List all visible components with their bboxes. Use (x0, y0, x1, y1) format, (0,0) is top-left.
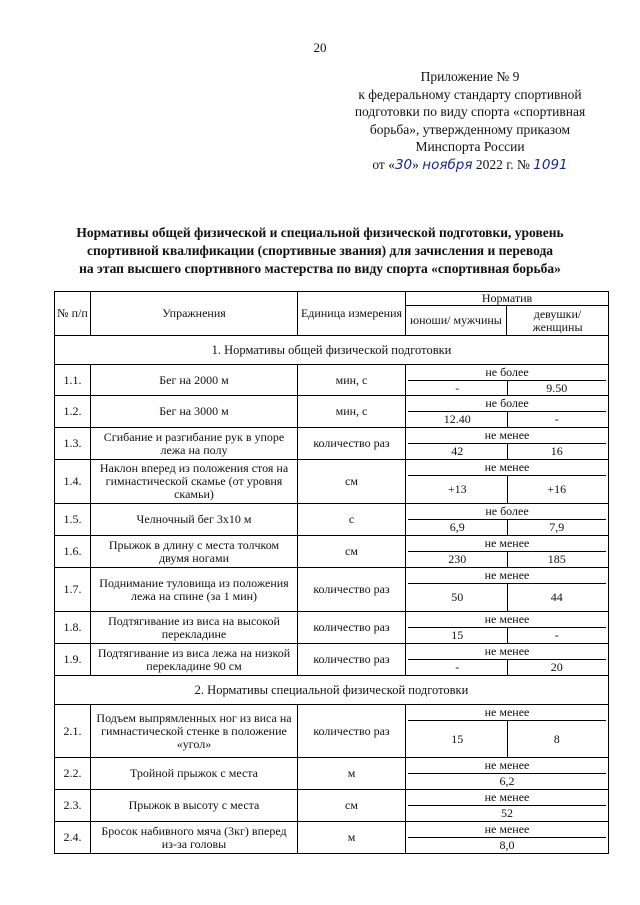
norm-cell (406, 428, 609, 460)
norm-value-girls: 7,9 (507, 520, 607, 535)
row-exercise: Подтягивание из виса лежа на низкой перекладине 90 см (91, 644, 298, 676)
norm-cell (406, 612, 609, 644)
row-unit: см (298, 460, 406, 504)
norm-condition: не менее (408, 568, 606, 584)
norm-condition: не более (408, 365, 606, 381)
row-number: 1.5. (55, 504, 91, 536)
row-exercise: Тройной прыжок с места (91, 758, 298, 790)
table-row (55, 365, 609, 396)
norm-value-boys: - (455, 660, 460, 674)
date-month-handwritten: ноября (422, 156, 473, 173)
norm-value-girls: 16 (507, 444, 607, 459)
date-year: 2022 г. № (475, 156, 530, 172)
appendix-line: подготовки по виду спорта «спортивная (354, 104, 586, 119)
row-exercise: Челночный бег 3х10 м (91, 504, 298, 536)
norm-value-boys: 15 (451, 628, 464, 642)
row-exercise: Прыжок в высоту с места (91, 790, 298, 822)
norm-condition: не более (408, 504, 606, 520)
norm-cell (406, 644, 609, 676)
section-heading: 2. Нормативы специальной физической подготовки (55, 676, 609, 705)
header-unit: Единица измерения (298, 292, 406, 336)
row-unit: количество раз (298, 705, 406, 758)
norm-cell (406, 504, 609, 536)
table-row (55, 504, 609, 536)
row-exercise: Поднимание туловища из положения лежа на спине (за 1 мин) (91, 568, 298, 612)
row-number: 2.4. (55, 822, 91, 854)
norm-condition: не более (408, 396, 606, 412)
header-num: № п/п (55, 292, 91, 336)
header-boys: юноши/ мужчины (406, 306, 507, 336)
row-number: 2.3. (55, 790, 91, 822)
row-number: 1.3. (55, 428, 91, 460)
norm-cell (406, 822, 609, 854)
norm-value-girls: +16 (507, 476, 607, 503)
appendix-line: Минспорта России (415, 139, 525, 154)
appendix-header (330, 68, 610, 174)
row-exercise: Бросок набивного мяча (3кг) вперед из-за головы (91, 822, 298, 854)
row-number: 1.1. (55, 365, 91, 396)
norm-value-girls: 20 (507, 660, 607, 675)
norm-condition: не менее (408, 705, 606, 721)
row-unit: м (298, 822, 406, 854)
row-exercise: Бег на 2000 м (91, 365, 298, 396)
norm-cell (406, 536, 609, 568)
norm-value-girls: - (507, 412, 607, 427)
row-unit: мин, с (298, 396, 406, 428)
row-exercise: Наклон вперед из положения стоя на гимнастической скамье (от уровня скамьи) (91, 460, 298, 504)
row-exercise: Бег на 3000 м (91, 396, 298, 428)
appendix-date-line (330, 156, 610, 175)
norm-value-boys: 230 (448, 552, 467, 566)
norm-cell (406, 790, 609, 822)
row-unit: мин, с (298, 365, 406, 396)
table-row (55, 460, 609, 504)
order-number-handwritten: 1091 (533, 156, 568, 173)
table-row (55, 396, 609, 428)
norm-condition: не менее (408, 612, 606, 628)
title-line: Нормативы общей физической и специальной физической подготовки, уровень (76, 225, 564, 240)
norm-value-girls: - (507, 628, 607, 643)
row-unit: см (298, 536, 406, 568)
table-row (55, 536, 609, 568)
table-row (55, 758, 609, 790)
norm-value-girls: 44 (507, 584, 607, 611)
row-number: 2.1. (55, 705, 91, 758)
row-exercise: Сгибание и разгибание рук в упоре лежа на полу (91, 428, 298, 460)
table-row (55, 822, 609, 854)
norm-value-girls: 8 (507, 721, 607, 757)
appendix-line: к федеральному стандарту спортивной (358, 86, 582, 102)
row-number: 1.6. (55, 536, 91, 568)
norm-value-boys: 6,9 (449, 520, 465, 534)
norms-table (54, 291, 609, 854)
row-unit: количество раз (298, 644, 406, 676)
norm-value-boys: - (455, 380, 460, 395)
row-unit: количество раз (298, 568, 406, 612)
table-row (55, 790, 609, 822)
norm-cell (406, 705, 609, 758)
header-norm: Норматив (406, 292, 609, 306)
row-unit: м (298, 758, 406, 790)
appendix-line: борьба», утвержденному приказом (369, 121, 571, 137)
row-exercise: Подъем выпрямленных ног из виса на гимнастической стенке в положение «угол» (91, 705, 298, 758)
norm-value-both: 52 (501, 806, 513, 820)
table-row (55, 612, 609, 644)
norm-condition: не менее (408, 428, 606, 444)
appendix-line: Приложение № 9 (420, 69, 520, 84)
table-row (55, 428, 609, 460)
title-line: спортивной квалификации (спортивные звания) для зачисления и перевода (86, 243, 554, 258)
title-line: на этап высшего спортивного мастерства по виду спорта «спортивная борьба» (79, 261, 561, 276)
table-row (55, 568, 609, 612)
row-number: 1.2. (55, 396, 91, 428)
table-body (55, 336, 609, 854)
document-title (40, 224, 600, 278)
norm-value-boys: 50 (451, 590, 464, 604)
page-number: 20 (313, 40, 327, 55)
norm-cell (406, 396, 609, 428)
row-unit: с (298, 504, 406, 536)
norm-condition: не менее (408, 758, 606, 774)
norm-cell (406, 365, 609, 396)
norm-value-girls: 9.50 (507, 381, 607, 395)
norm-cell (406, 758, 609, 790)
norm-condition: не менее (408, 790, 606, 806)
header-exercise: Упражнения (91, 292, 298, 336)
norm-value-both: 8,0 (499, 838, 515, 852)
row-exercise: Подтягивание из виса на высокой перекладине (91, 612, 298, 644)
row-number: 2.2. (55, 758, 91, 790)
norm-cell (406, 568, 609, 612)
norm-value-both: 6,2 (499, 774, 515, 788)
header-girls: девушки/ женщины (507, 306, 609, 336)
section-heading: 1. Нормативы общей физической подготовки (55, 336, 609, 365)
norm-value-boys: +13 (447, 482, 467, 496)
table-row (55, 644, 609, 676)
norm-condition: не менее (408, 460, 606, 476)
date-mid: » (412, 156, 419, 172)
row-unit: см (298, 790, 406, 822)
table-row (55, 705, 609, 758)
date-day-handwritten: 30 (394, 156, 413, 173)
norm-condition: не менее (408, 536, 606, 552)
row-unit: количество раз (298, 428, 406, 460)
row-number: 1.9. (55, 644, 91, 676)
norm-condition: не менее (408, 822, 606, 838)
row-unit: количество раз (298, 612, 406, 644)
date-prefix: от « (372, 156, 395, 172)
row-number: 1.7. (55, 568, 91, 612)
row-number: 1.4. (55, 460, 91, 504)
norm-value-boys: 12.40 (443, 412, 471, 426)
norm-cell (406, 460, 609, 504)
row-number: 1.8. (55, 612, 91, 644)
row-exercise: Прыжок в длину с места толчком двумя ногами (91, 536, 298, 568)
norm-value-boys: 15 (451, 731, 464, 746)
norm-value-boys: 42 (451, 444, 464, 458)
norm-value-girls: 185 (507, 552, 607, 567)
norm-condition: не менее (408, 644, 606, 660)
